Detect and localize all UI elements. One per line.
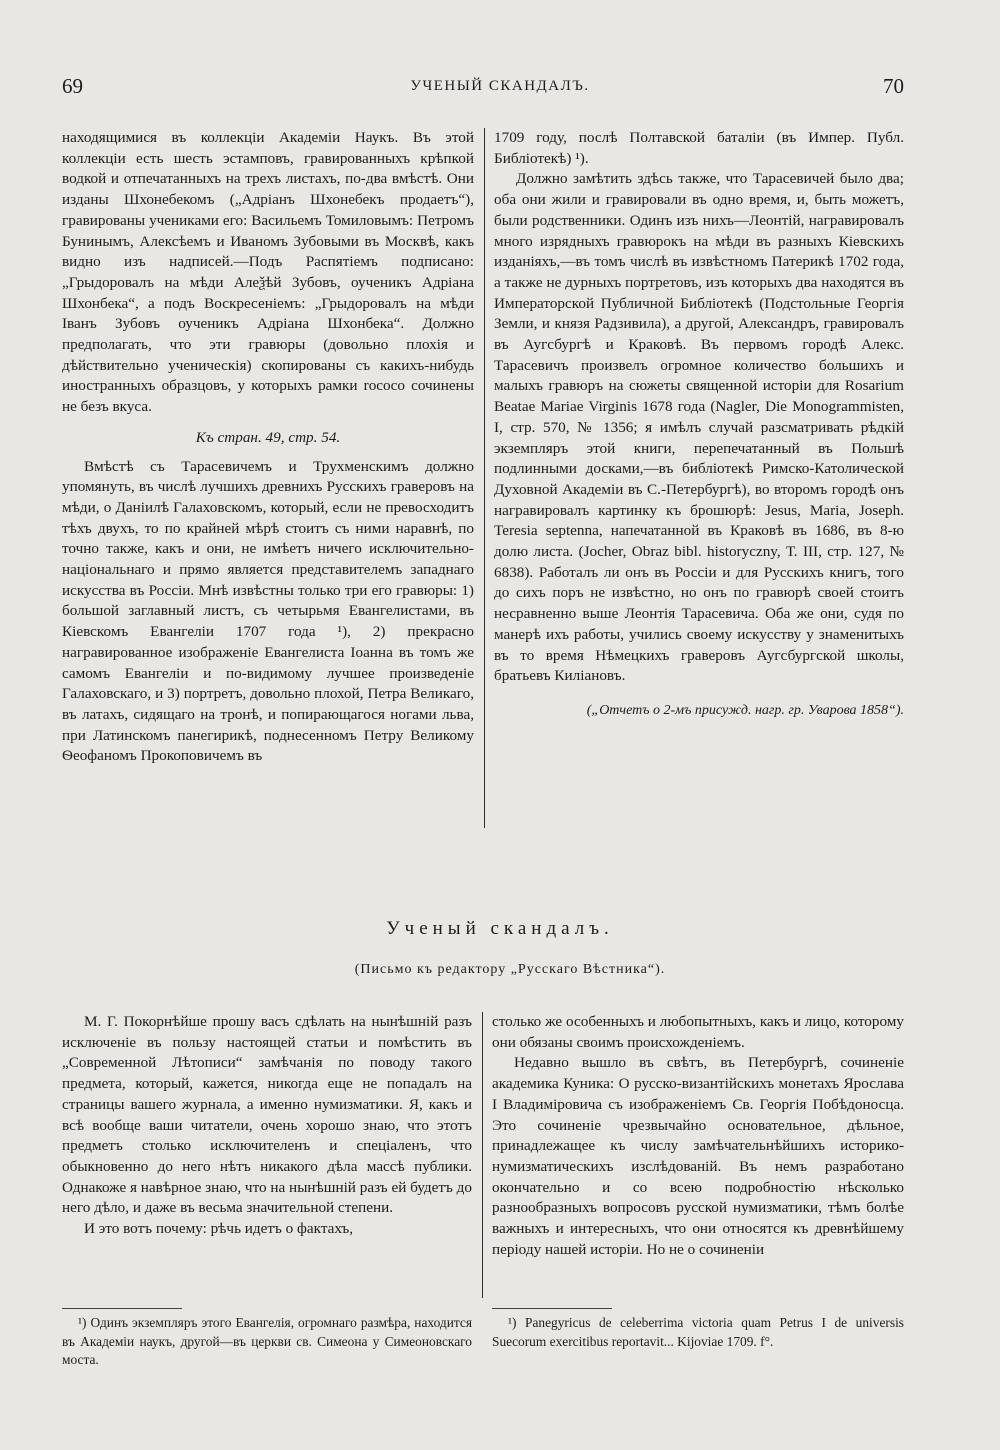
article-title: Ученый скандалъ.: [386, 918, 614, 939]
running-title: УЧЕНЫЙ СКАНДАЛЪ.: [410, 78, 590, 94]
source-citation: („Отчетъ о 2-мъ присужд. нагр. гр. Уварова 1858“).: [586, 702, 904, 718]
footnote-rule-left: [62, 1308, 182, 1309]
article-subtitle: (Письмо къ редактору „Русскаго Вѣстника“).: [354, 962, 666, 977]
top-right-column: [494, 128, 904, 722]
footnote-rule-right: [492, 1308, 612, 1309]
footnote-left-text: ¹) Одинъ экземпляръ этого Евангелія, огромнаго размѣра, находится въ Академіи наукъ, другой—въ церкви св. Симеона у Симеоновскаго моста.: [62, 1315, 472, 1367]
article-right-paragraph-1: столько же особенныхъ и любопытныхъ, какъ и лицо, которому они обязаны своимъ происхожденіемъ.: [492, 1013, 904, 1051]
article-right-paragraph-2: Недавно вышло въ свѣтъ, въ Петербургѣ, сочиненіе академика Куника: О русско-византійскихъ монетахъ Ярослава I Владиміровича съ изображеніемъ Св. Георгія Побѣдоносца. Это сочиненіе чрезвычайно основательное, дѣльное, принадлежащее къ числу замѣчательнѣйшихъ историко-нумизматическихъ изслѣдованій. Въ немъ разработано окончательно и со всею подробностію нѣсколько разнообразныхъ вопросовъ русской нумизматики, тѣмъ болѣе важныхъ и интересныхъ, что они относятся къ древнѣйшему періоду нашей исторіи. Но не о сочиненіи: [492, 1054, 904, 1258]
top-right-paragraph-1: 1709 году, послѣ Полтавской баталіи (въ Импер. Публ. Библіотекѣ) ¹).: [494, 129, 904, 167]
page-number-right: 70: [883, 74, 904, 98]
top-left-column: [62, 128, 474, 767]
page-number-left: 69: [62, 74, 83, 98]
section-reference: Къ стран. 49, стр. 54.: [195, 428, 341, 446]
footnote-right: [492, 1314, 904, 1351]
article-left-column: [62, 1012, 472, 1240]
footnote-right-text: ¹) Panegyricus de celeberrima victoria quam Petrus I de universis Suecorum exercitibus reportavit... Kijoviae 1709. f°.: [492, 1315, 904, 1349]
top-left-paragraph-1: находящимися въ коллекціи Академіи Наукъ. Въ этой коллекціи есть шесть эстамповъ, гравированныхъ крѣпкой водкой и отпечатанныхъ на трехъ листахъ, по-два вмѣстѣ. Они изданы Шхонебекомъ („Адріанъ Шхонебекъ продаетъ“), гравированы учениками его: Васильемъ Томиловымъ: Петромъ Бунинымъ, Алексѣемъ и Иваномъ Зубовыми въ Москвѣ, какъ видно изъ надписей.—Подъ Распятіемъ подписано: „Грыдоровалъ на мѣди Алеѯѣй Зубовъ, оученикъ Адріана Шхонбека“, а подъ Воскресеніемъ: „Грыдоровалъ на мѣди Іванъ Зубовъ оученикъ Адріана Шхонбека“. Должно предполагать, что эти гравюры (довольно плохія и дѣйствительно ученическія) скопированы съ какихъ-нибудь иностранныхъ образцовъ, у которыхъ рамки rococo сочинены не безъ вкуса.: [62, 129, 474, 416]
top-right-paragraph-2: Должно замѣтить здѣсь также, что Тарасевичей было два; оба они жили и гравировали въ одно время, и, быть можетъ, были родственники. Одинъ изъ нихъ—Леонтій, награвировалъ много изрядныхъ гравюрокъ на мѣди въ разныхъ Кіевскихъ изданіяхъ,—въ томъ числѣ въ извѣстномъ Патерикѣ 1702 года, а также не дурныхъ портретовъ, изъ которыхъ два находятся въ Императорской Публичной Библіотекѣ (Подстольные Георгія Земли, и князя Радзивила), а другой, Александръ, гравировалъ въ Аугсбургѣ и Краковѣ. Въ первомъ городѣ Алекс. Тарасевичъ произвелъ огромное количество большихъ и малыхъ гравюръ на сюжеты священной исторіи для Rosarium Beatae Mariae Virginis 1678 года (Nagler, Die Monogrammisten, I, стр. 570, № 1356; я имѣлъ случай разсматривать рѣдкій экземпляръ этой книги, перепечатанный въ Польшѣ подлинными досками,—въ библіотекѣ Римско-Католической Духовной Академіи въ С.-Петербургѣ), во второмъ городѣ онъ награвировалъ картинку къ брошюрѣ: Jesus, Maria, Joseph. Teresia septenna, напечатанной въ Краковѣ въ 1686, въ 8-ю долю листа. (Jocher, Obraz bibl. historyczny, Т. III, стр. 127, № 6838). Работалъ ли онъ въ Россіи и для Русскихъ книгъ, того до сихъ поръ не извѣстно, но онъ по гравюрѣ своей стоитъ несравненно выше Леонтія Тарасевича. Оба же они, судя по манерѣ ихъ работы, учились своему искусству у знаменитыхъ въ то время Нѣмецкихъ граверовъ Аугсбургской школы, братьевъ Киліановъ.: [494, 170, 904, 685]
footnote-left: [62, 1314, 472, 1370]
top-column-divider: [484, 128, 485, 828]
article-left-paragraph-2: И это вотъ почему: рѣчь идетъ о фактахъ,: [84, 1220, 354, 1238]
top-left-paragraph-2: Вмѣстѣ съ Тарасевичемъ и Трухменскимъ должно упомянуть, въ числѣ лучшихъ древнихъ Русскихъ граверовъ на мѣди, о Даніилѣ Галаховскомъ, который, если не превосходитъ тѣхъ двухъ, то по крайней мѣрѣ стоитъ съ ними наравнѣ, по точно также, какъ и они, не имѣетъ ничего исключительно-національнаго и прямо является представителемъ западнаго искусства въ Россіи. Мнѣ извѣстны только три его гравюры: 1) большой заглавный листъ, съ четырьмя Евангелистами, въ Кіевскомъ Евангеліи 1707 года ¹), 2) прекрасно награвированное изображеніе Евангелиста Іоанна въ томъ же самомъ Евангеліи и по-видимому лучшее произведеніе Галаховскаго, и 3) портретъ, довольно плохой, Петра Великаго, въ латахъ, сидящаго на тронѣ, и попирающагося ногами льва, при Латинскомъ панегирикѣ, поднесенномъ Петру Великому Ѳеофаномъ Прокоповичемъ въ: [62, 457, 474, 765]
running-header: [0, 74, 1000, 104]
article-right-column: [492, 1012, 904, 1260]
article-column-divider: [482, 1012, 483, 1298]
article-left-paragraph-1: М. Г. Покорнѣйше прошу васъ сдѣлать на нынѣшній разъ исключеніе въ пользу настоящей статьи и помѣстить въ „Современной Лѣтописи“ замѣчанія по поводу такого предмета, который, кажется, никогда еще не попадалъ на страницы вашего журнала, а именно нумизматики. Я, какъ и всѣ вообще ваши читатели, очень хорошо знаю, что этотъ предметъ столько исключителенъ и спеціаленъ, что обыкновенно до него нѣтъ никакого дѣла массѣ публики. Однакоже я навѣрное знаю, что на нынѣшній разъ ей будетъ до него дѣло, и даже въ весьма значительной степени.: [62, 1013, 472, 1217]
